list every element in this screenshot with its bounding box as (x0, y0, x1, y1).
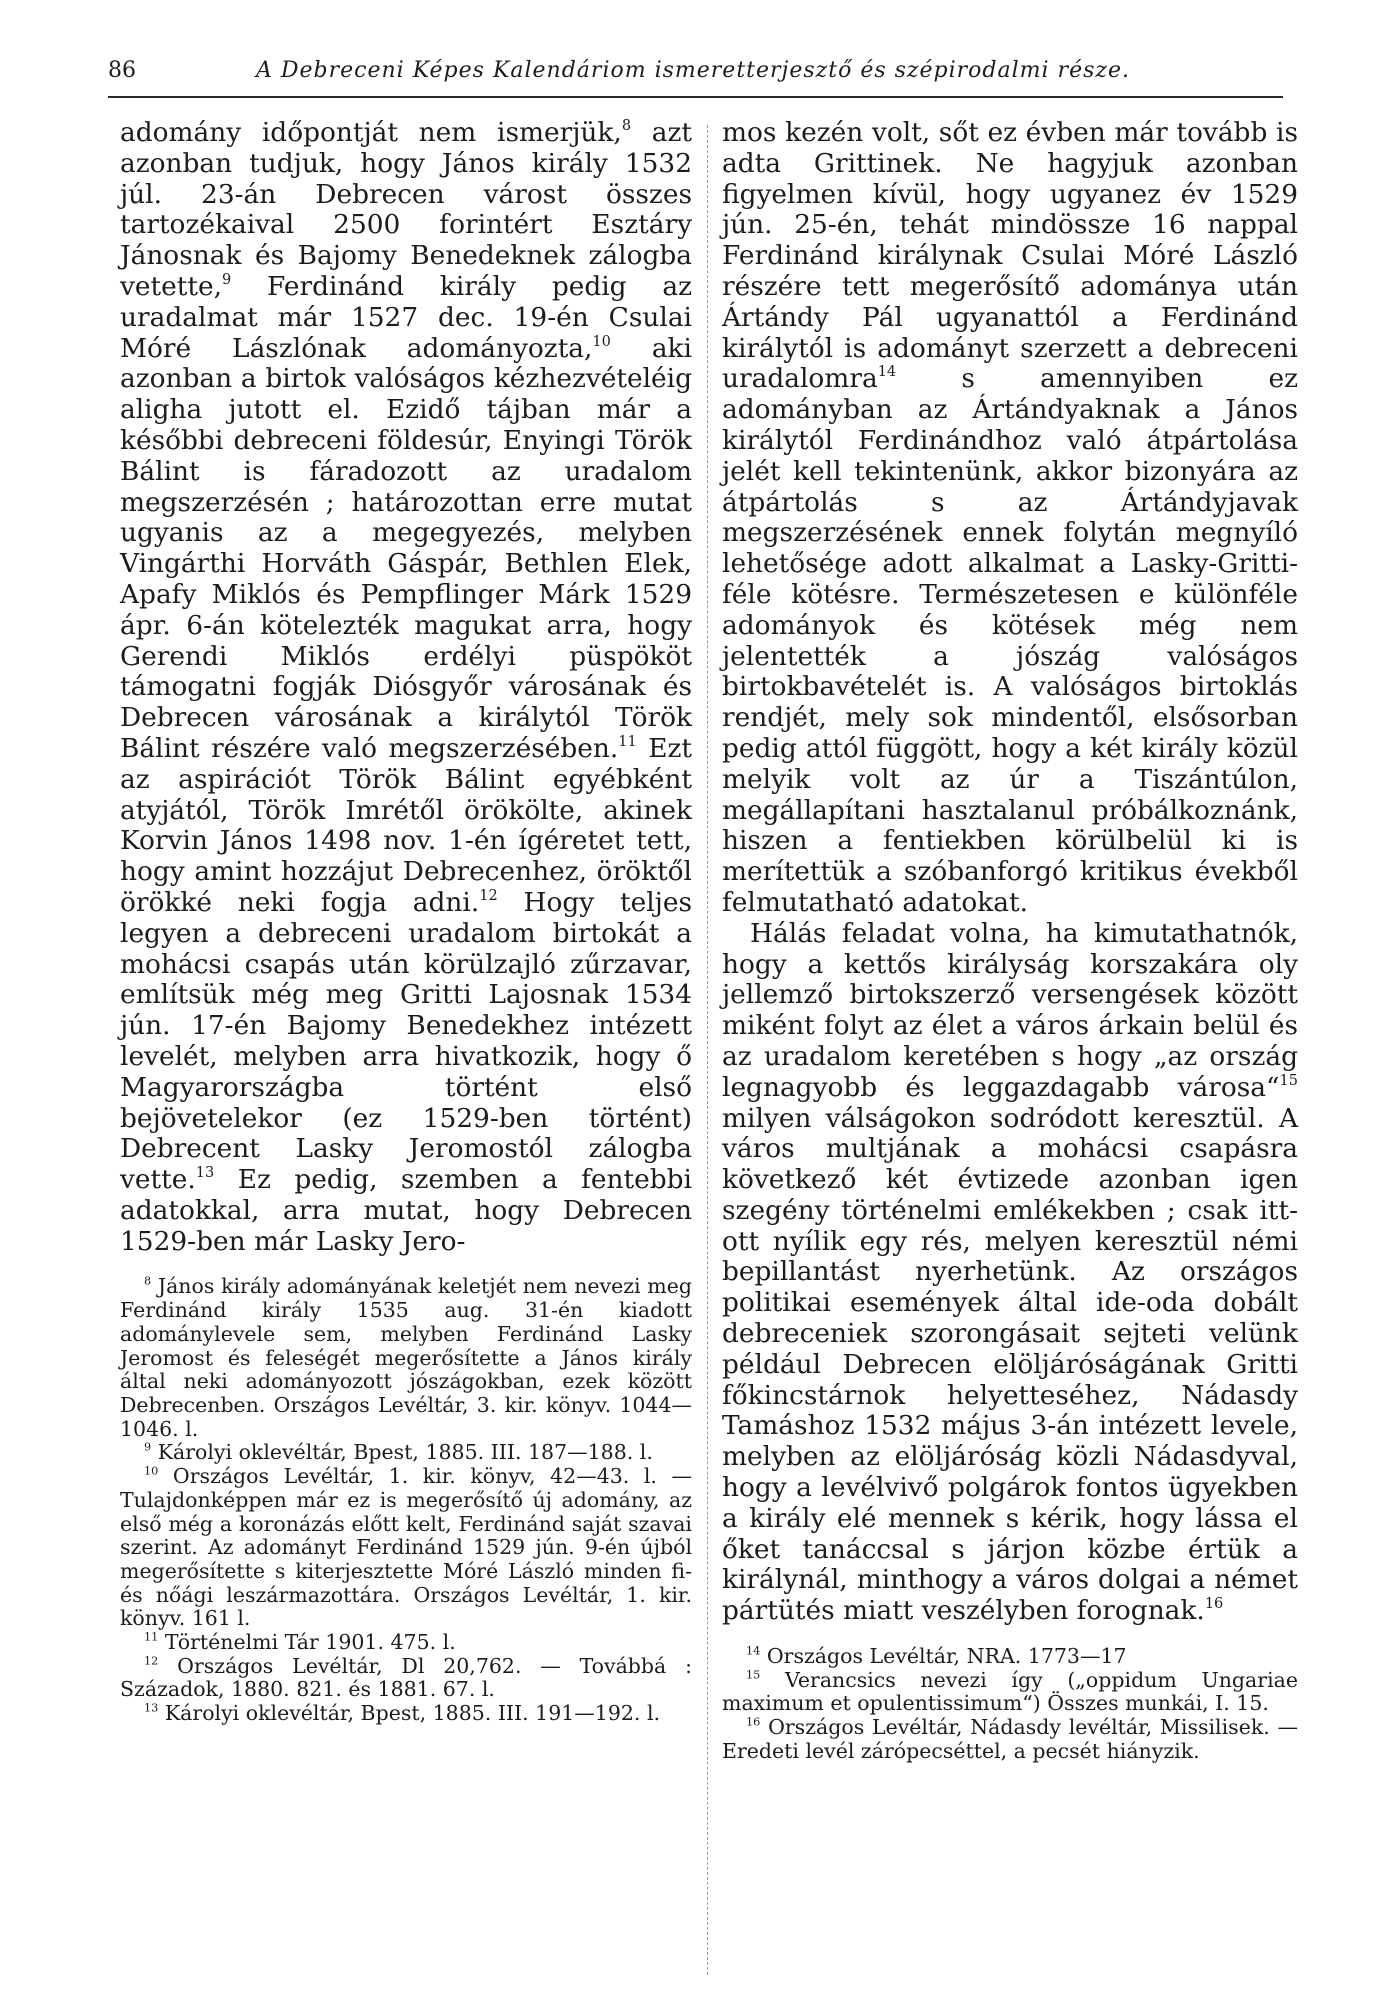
footnote-13: $^{13}$ Károlyi oklevéltár, Bpest, 1885. III. 191—192. l. (144, 1701, 661, 1726)
footnote-ref-9: 9 (221, 272, 232, 289)
left-column (120, 118, 692, 1726)
footnote-ref-13: 13 (195, 1165, 215, 1182)
footnote-ref-8: 8 (621, 118, 632, 135)
footnote-8: $^8$ János király adományának keletjét nem nevezi meg Ferdinánd király 1535 aug. 31-én kiadott adománylevele sem, melyben Ferdinánd Lasky Jeromost és feleségét megerősítette a János király által neki adományozott jószágokban, ezek között Debrecenben. Országos Levéltár, 3. kir. könyv. 1044—1046. l. (120, 1274, 692, 1441)
page-header (108, 58, 1283, 98)
footnote-9: $^9$ Károlyi oklevéltár, Bpest, 1885. III. 187—188. l. (144, 1440, 653, 1465)
right-footnotes (722, 1645, 1298, 1764)
running-title: A Debreceni Képes Kalendáriom ismeretterjesztő és szépirodalmi része. (256, 58, 1130, 83)
footnote-ref-12: 12 (479, 888, 498, 905)
footnote-ref-15: 15 (1279, 1072, 1298, 1089)
footnote-16: $^{16}$ Országos Levéltár, Nádasdy levéltár, Missilisek. — Eredeti levél zárópecséttel, a pecsét hiányzik. (722, 1715, 1298, 1763)
page-number: 86 (108, 58, 136, 83)
footnote-14: $^{14}$ Országos Levéltár, NRA. 1773—17 (746, 1644, 1127, 1669)
footnote-10: $^{10}$ Országos Levéltár, 1. kir. könyv, 42—43. l. — Tulajdonképpen már ez is megerősítő új adomány, az első még a koronázás előtt kelt, Ferdinánd saját szavai szerint. Az adományt Ferdinánd 1529 jún. 9-én újból megerősítette s kiterjesztette Móré László minden fi- és nőági leszármazottára. Országos Levéltár, 1. kir. könyv. 161 l. (120, 1464, 692, 1631)
footnote-ref-14: 14 (877, 364, 897, 381)
footnote-ref-10: 10 (592, 333, 611, 350)
left-paragraph-1: adomány időpontját nem ismerjük,$^8$ azt azonban tudjuk, hogy János király 1532 júl. 23-án Debrecen várost összes tartozékaival 2500 forintért Esztáry Jánosnak és Bajomy Benedeknek zálogba vetette,$^9$ Ferdinánd király pedig az uradalmat már 1527 dec. 19-én Csulai Móré Lászlónak adományozta,$^{10}$ aki azonban a birtok valóságos kézhezvételéig aligha jutott el. Ezidő tájban már a későbbi debreceni földesúr, Enyingi Török Bálint is fáradozott az uradalom megszerzésén ; határozottan erre mutat ugyanis az a megegyezés, melyben Vingárthi Horváth Gáspár, Bethlen Elek, Apafy Miklós és Pempflinger Márk 1529 ápr. 6-án kötelezték magukat arra, hogy Gerendi Miklós erdélyi püspököt támogatni fogják Diósgyőr városának és Debrecen városának a királytól Török Bálint részére való megszerzésében.$^{11}$ Ezt az aspirációt Török Bálint egyébként atyjától, Török Imrétől örökölte, akinek Korvin János 1498 nov. 1-én ígéretet tett, hogy amint hozzájut Debrecenhez, öröktől örökké neki fogja adni.$^{12}$ Hogy teljes legyen a debreceni uradalom birtokát a mohácsi csapás után körülzajló zűrzavar, említsük még meg Gritti Lajosnak 1534 jún. 17-én Bajomy Benedekhez intézett levelét, melyben arra hivatkozik, hogy ő Magyarországba történt első bejövetelekor (ez 1529-ben történt) Debrecent Lasky Jeromostól zálogba vette.$^{13}$ Ez pedig, szemben a fentebbi adatokkal, arra mutat, hogy Debrecen 1529-ben már Lasky Jero- (120, 117, 692, 1257)
footnote-ref-16: 16 (1204, 1596, 1224, 1613)
left-footnotes (120, 1275, 692, 1725)
right-paragraph-1: mos kezén volt, sőt ez évben már tovább is adta Grittinek. Ne hagyjuk azonban figyelmen kívül, hogy ugyanez év 1529 jún. 25-én, tehát mindössze 16 nappal Ferdinánd királynak Csulai Móré László részére tett megerősítő adománya után Ártándy Pál ugyanattól a Ferdinánd királytól is adományt szerzett a debreceni uradalomra$^{14}$ s amennyiben ez adományban az Ártándyaknak a János királytól Ferdinándhoz való átpártolása jelét kell tekintenünk, akkor bizonyára az átpártolás s az Ártándyjavak megszerzésének ennek folytán megnyíló lehetősége adott alkalmat a Lasky-Gritti-féle kötésre. Természetesen e különféle adományok és kötések még nem jelentették a jószág valóságos birtokbavételét is. A valóságos birtoklás rendjét, mely sok mindentől, elsősorban pedig attól függött, hogy a két király közül melyik volt az úr a Tiszántúlon, megállapítani hasztalanul próbálkoznánk, hiszen a fentiekben körülbelül ki is merítettük a szóbanforgó kritikus évekből felmutatható adatokat. (722, 117, 1298, 918)
footnote-12: $^{12}$ Országos Levéltár, Dl 20,762. — Továbbá : Századok, 1880. 821. és 1881. 67. l. (120, 1653, 692, 1702)
left-body (120, 118, 692, 1257)
footnote-ref-11: 11 (618, 734, 637, 751)
right-paragraph-2: Hálás feladat volna, ha kimutathatnók, hogy a kettős királyság korszakára oly jellemző birtokszerző versengések között miként folyt az élet a város árkain belül és az uradalom keretében s hogy „az ország legnagyobb és leggazdagabb városa“$^{15}$ milyen válságokon sodródott keresztül. A város multjának a mohácsi csapásra következő két évtizede azonban igen szegény történelmi emlékekben ; csak itt-ott nyílik egy rés, melyen keresztül némi bepillantást nyerhetünk. Az országos politikai események által ide-oda dobált debreceniek szorongásait sejteti velünk például Debrecen elöljáróságának Gritti főkincstárnok helyetteséhez, Nádasdy Tamáshoz 1532 május 3-án intézett levele, melyben az elöljáróság közli Nádasdyval, hogy a levélvivő polgárok fontos ügyekben a király elé mennek s kérik, hogy lássa el őket tanáccsal s járjon közbe értük a királynál, minthogy a város dolgai a német pártütés miatt veszélyben forognak.$^{16}$ (722, 917, 1298, 1627)
footnote-11: $^{11}$ Történelmi Tár 1901. 475. l. (144, 1630, 456, 1655)
right-body (722, 118, 1298, 1627)
header-rule (108, 96, 1283, 98)
right-column (722, 118, 1298, 1764)
footnote-15: $^{15}$ Verancsics nevezi így („oppidum Ungariae maximum et opulentissimum“) Összes munkái, I. 15. (722, 1667, 1298, 1716)
column-divider (707, 125, 708, 1975)
